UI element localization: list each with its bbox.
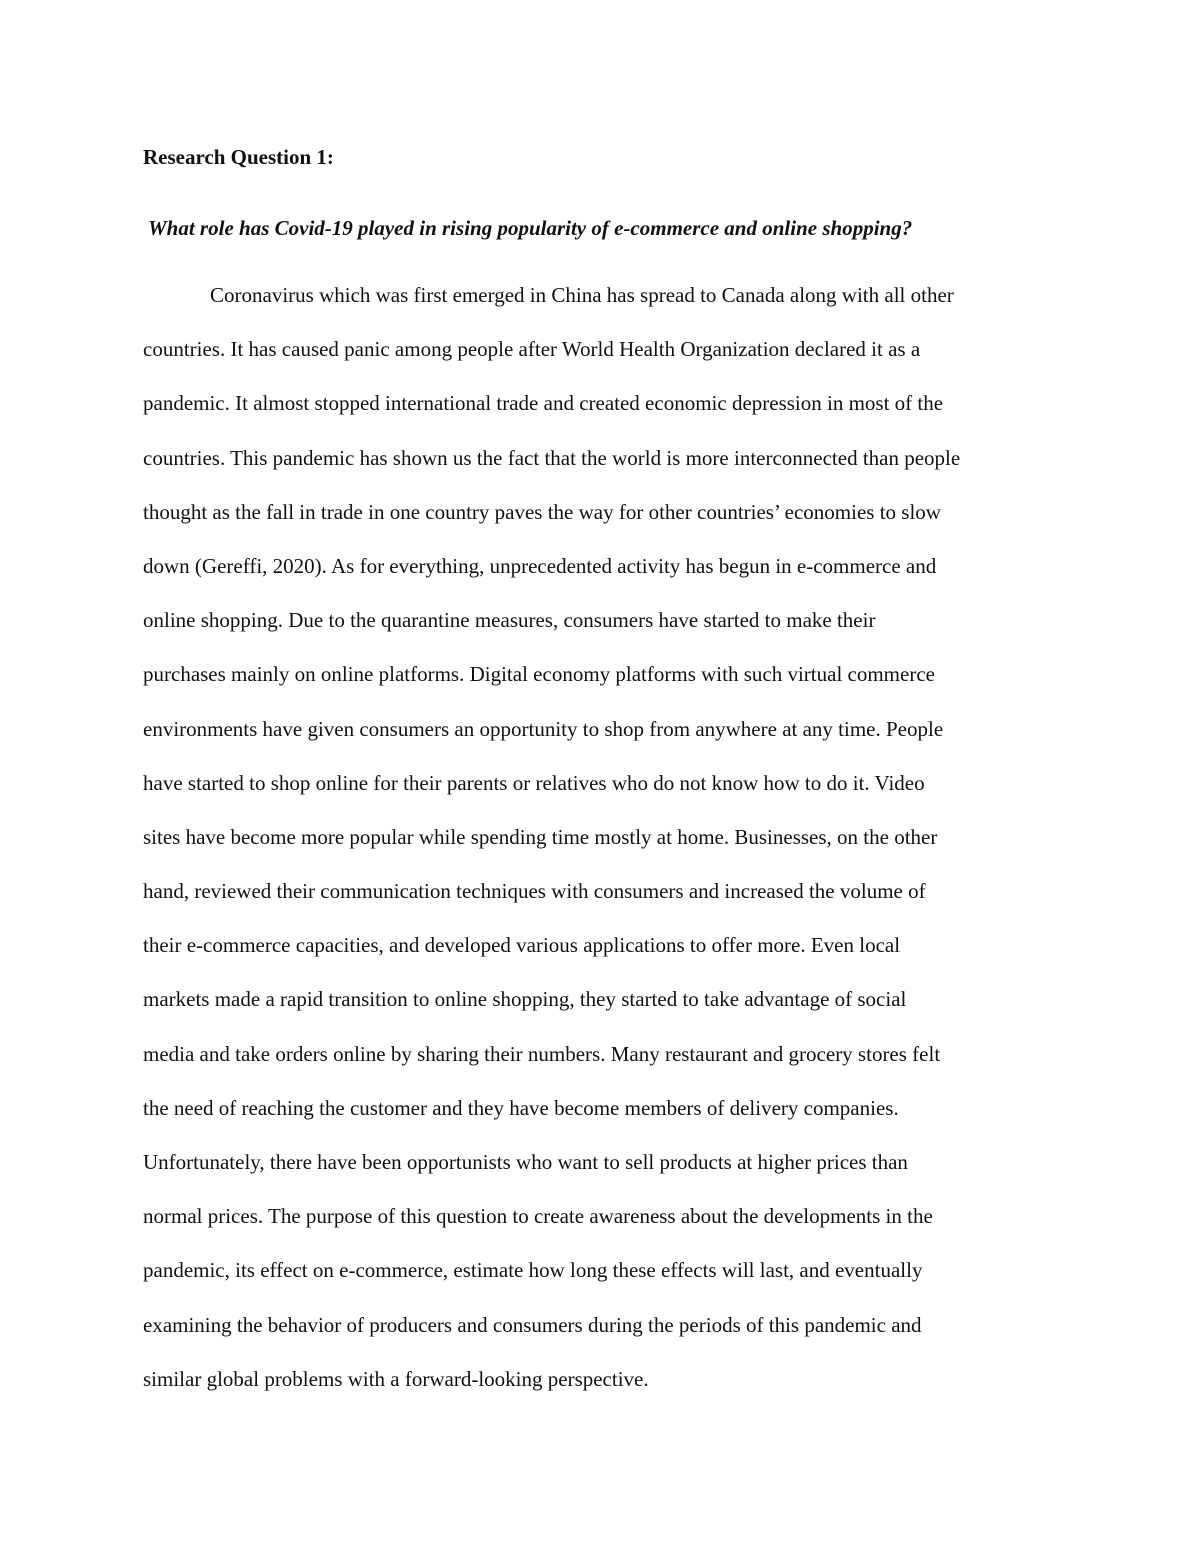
paragraph-line: Unfortunately, there have been opportunists who want to sell products at higher prices than [143, 1150, 908, 1174]
paragraph-line: normal prices. The purpose of this question to create awareness about the developments in the [143, 1204, 933, 1229]
section-heading: Research Question 1: [143, 145, 334, 169]
paragraph-line: countries. It has caused panic among people after World Health Organization declared it as a [143, 337, 921, 362]
paragraph-line: their e-commerce capacities, and developed various applications to offer more. Even local [143, 933, 901, 958]
paragraph-line: Coronavirus which was first emerged in China has spread to Canada along with all other [210, 283, 954, 307]
paragraph-line: pandemic. It almost stopped international trade and created economic depression in most of the [143, 391, 944, 416]
paragraph-line: media and take orders online by sharing their numbers. Many restaurant and grocery stores felt [143, 1041, 941, 1066]
paragraph-line: hand, reviewed their communication techniques with consumers and increased the volume of [143, 879, 926, 904]
paragraph-line: down (Gereffi, 2020). As for everything, unprecedented activity has begun in e-commerce and [143, 553, 937, 578]
paragraph-line: examining the behavior of producers and consumers during the periods of this pandemic and [143, 1312, 922, 1337]
paragraph-line: have started to shop online for their parents or relatives who do not know how to do it. Video [143, 770, 925, 795]
paragraph-line: pandemic, its effect on e-commerce, estimate how long these effects will last, and eventually [143, 1258, 923, 1283]
paragraph-line: purchases mainly on online platforms. Digital economy platforms with such virtual commerce [143, 662, 935, 687]
paragraph-line: environments have given consumers an opportunity to shop from anywhere at any time. People [143, 716, 944, 741]
research-question: What role has Covid-19 played in rising popularity of e-commerce and online shopping? [148, 216, 913, 240]
paragraph-line: the need of reaching the customer and they have become members of delivery companies. [143, 1095, 899, 1120]
paragraph-line: online shopping. Due to the quarantine measures, consumers have started to make their [143, 608, 876, 633]
paragraph-line: similar global problems with a forward-looking perspective. [143, 1366, 649, 1391]
body-paragraph [143, 280, 1073, 1418]
paragraph-line: sites have become more popular while spending time mostly at home. Businesses, on the other [143, 824, 938, 849]
paragraph-line: markets made a rapid transition to online shopping, they started to take advantage of social [143, 987, 907, 1012]
paragraph-line: thought as the fall in trade in one country paves the way for other countries’ economies to slow [143, 499, 941, 524]
paragraph-line: countries. This pandemic has shown us the fact that the world is more interconnected than people [143, 445, 961, 470]
